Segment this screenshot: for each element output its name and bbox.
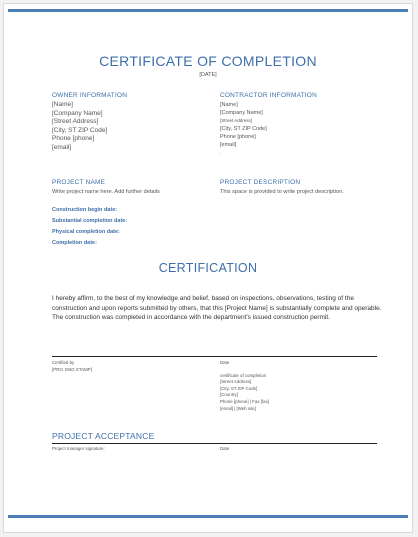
certifier-email-web[interactable]: [email] | [Web site] — [220, 405, 256, 411]
project-manager-signature-label[interactable]: Project manager signature: — [52, 446, 105, 451]
physical-completion-date[interactable]: Physical completion date: — [52, 229, 120, 235]
project-description-text[interactable]: This space is provided to write project description. — [220, 189, 344, 195]
certified-by-label: Certified by — [52, 360, 75, 365]
contractor-email[interactable]: [email] — [220, 142, 237, 148]
contractor-company[interactable]: [Company Name] — [220, 110, 263, 116]
owner-info-block — [52, 101, 107, 152]
completion-date[interactable]: Completion date: — [52, 240, 97, 246]
certification-heading: CERTIFICATION — [158, 261, 258, 275]
acceptance-date-label[interactable]: Date — [220, 446, 230, 451]
contractor-street[interactable]: [Street Address] — [220, 118, 253, 123]
construction-begin-date[interactable]: Construction begin date: — [52, 207, 118, 213]
top-accent-bar — [8, 9, 408, 12]
signature-line — [52, 356, 377, 357]
owner-company[interactable]: [Company Name] — [52, 109, 103, 117]
signature-date-label: Date — [220, 360, 230, 365]
project-name-text[interactable]: Write project name here. Add further details — [52, 189, 160, 195]
project-description-heading: PROJECT DESCRIPTION — [220, 179, 301, 186]
certification-statement: I hereby affirm, to the best of my knowledge and belief, based on inspections, observations, testing of the construction and upon reports submitted by others, that this [Project Name] is substantially complete and operable. The construction was completed in accordance with the department's issued construction permit. — [52, 295, 382, 321]
contractor-phone[interactable]: Phone [phone] — [220, 134, 256, 140]
certifier-country[interactable]: [Country] — [220, 392, 238, 398]
substantial-completion-date[interactable]: Substantial completion date: — [52, 218, 128, 224]
project-acceptance-heading: PROJECT ACCEPTANCE — [52, 431, 155, 441]
certifier-details — [220, 360, 269, 412]
certifier-street[interactable]: [Street Address] — [220, 379, 252, 385]
contractor-extra: . — [220, 150, 222, 156]
certifier-company[interactable]: certificate of completion — [220, 372, 267, 378]
certifier-phone-fax[interactable]: Phone [phone] | Fax [fax] — [220, 398, 269, 404]
owner-city[interactable]: [City, ST ZIP Code] — [52, 126, 108, 134]
page-title: CERTIFICATE OF COMPLETION — [99, 53, 317, 69]
contractor-city[interactable]: [City, ST ZIP Code] — [220, 126, 267, 132]
contractor-info-block — [220, 101, 267, 157]
bottom-accent-bar — [8, 515, 408, 518]
owner-phone[interactable]: Phone [phone] — [52, 135, 95, 142]
project-dates — [52, 205, 127, 249]
contractor-name[interactable]: [Name] — [220, 102, 238, 108]
owner-street[interactable]: [Street Address] — [52, 118, 99, 125]
certificate-page — [3, 3, 413, 533]
contractor-info-heading: CONTRACTOR INFORMATION — [220, 92, 317, 99]
owner-info-heading: OWNER INFORMATION — [52, 92, 128, 99]
certifier-city[interactable]: [City, ST ZIP Code] — [220, 385, 258, 391]
owner-email[interactable]: [email] — [52, 143, 72, 151]
certified-by-block — [52, 360, 92, 373]
project-name-heading: PROJECT NAME — [52, 179, 106, 186]
owner-name[interactable]: [Name] — [52, 101, 73, 108]
date-field[interactable]: [DATE] — [199, 72, 217, 78]
acceptance-signature-line — [52, 443, 377, 444]
engineer-stamp[interactable]: [PRO. ENG STAMP] — [52, 366, 92, 372]
